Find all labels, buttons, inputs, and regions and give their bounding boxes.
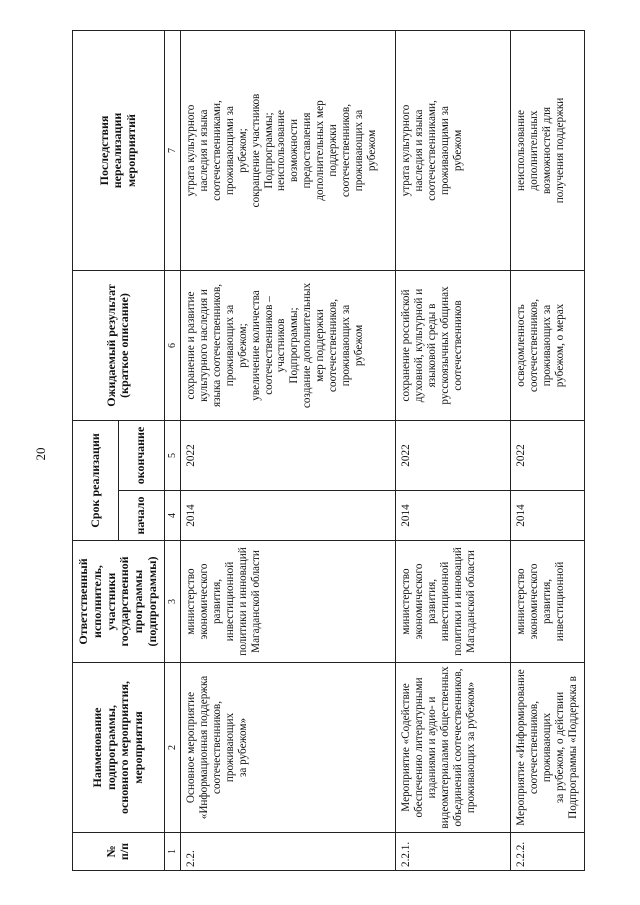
row-responsible: министерство экономического развития, инвестиционной политики и инноваций Магаданской области xyxy=(396,541,511,663)
table-row xyxy=(181,30,396,870)
header-result: Ожидаемый результат (краткое описание) xyxy=(73,270,165,420)
column-number: 6 xyxy=(164,270,181,420)
row-responsible: министерство экономического развития, инвестиционной xyxy=(511,541,584,663)
header-consequences: Последствия нереализации мероприятий xyxy=(73,30,165,270)
header-start: начало xyxy=(118,491,164,541)
row-name: Мероприятие «Информирование соотечественников, проживающих за рубежом, о действии Подпрограммы «Поддержка в xyxy=(511,663,584,833)
column-number: 3 xyxy=(164,541,181,663)
row-start: 2014 xyxy=(396,491,511,541)
page-number: 20 xyxy=(33,447,48,461)
table-row xyxy=(396,30,511,870)
header-end: окончание xyxy=(118,420,164,490)
row-result: сохранение и развитие культурного наследия и языка соотечественников, проживающих за рубежом; увеличение количества соотечественников – участников Подпрограммы; создание дополнительных мер поддержки соотечественников, проживающих за рубежом xyxy=(181,270,396,420)
header-num: № п/п xyxy=(73,833,165,871)
row-end: 2022 xyxy=(511,420,584,490)
row-result: осведомленность соотечественников, проживающих за рубежом, о мерах xyxy=(511,270,584,420)
column-number: 5 xyxy=(164,420,181,490)
row-result: сохранение российской духовной, культурной и языковой среды в русскоязычных общинах соотечественников xyxy=(396,270,511,420)
rotated-table-container xyxy=(72,31,620,871)
header-name: Наименование подпрограммы, основного мероприятия, мероприятия xyxy=(73,663,165,833)
header-responsible: Ответственный исполнитель, участники государственной программы (подпрограммы) xyxy=(73,541,165,663)
row-end: 2022 xyxy=(181,420,396,490)
row-name: Основное мероприятие «Информационная поддержка соотечественников, проживающих за рубежом» xyxy=(181,663,396,833)
row-num: 2.2.2. xyxy=(511,833,584,871)
row-consequences: утрата культурного наследия и языка соотечественниками, проживающими за рубежом xyxy=(396,30,511,270)
row-name: Мероприятие «Содействие обеспечению литературными изданиями и аудио- и видеоматериалами общественных объединений соотечественников, проживающих за рубежом» xyxy=(396,663,511,833)
program-activities-table xyxy=(72,30,585,871)
table-row xyxy=(511,30,584,870)
row-start: 2014 xyxy=(511,491,584,541)
column-number: 7 xyxy=(164,30,181,270)
row-consequences: утрата культурного наследия и языка соотечественниками, проживающими за рубежом; сокращение участников Подпрограммы; неиспользование возможности предоставления дополнительных мер поддержки соотечественников, проживающих за рубежом xyxy=(181,30,396,270)
row-start: 2014 xyxy=(181,491,396,541)
column-number: 4 xyxy=(164,491,181,541)
column-number: 2 xyxy=(164,663,181,833)
row-num: 2.2.1. xyxy=(396,833,511,871)
column-number: 1 xyxy=(164,833,181,871)
row-num: 2.2. xyxy=(181,833,396,871)
column-numbers-row xyxy=(164,30,181,870)
header-period: Срок реализации xyxy=(73,420,119,540)
row-end: 2022 xyxy=(396,420,511,490)
row-responsible: министерство экономического развития, инвестиционной политики и инноваций Магаданской области xyxy=(181,541,396,663)
row-consequences: неиспользование дополнительных возможностей для получения поддержки xyxy=(511,30,584,270)
